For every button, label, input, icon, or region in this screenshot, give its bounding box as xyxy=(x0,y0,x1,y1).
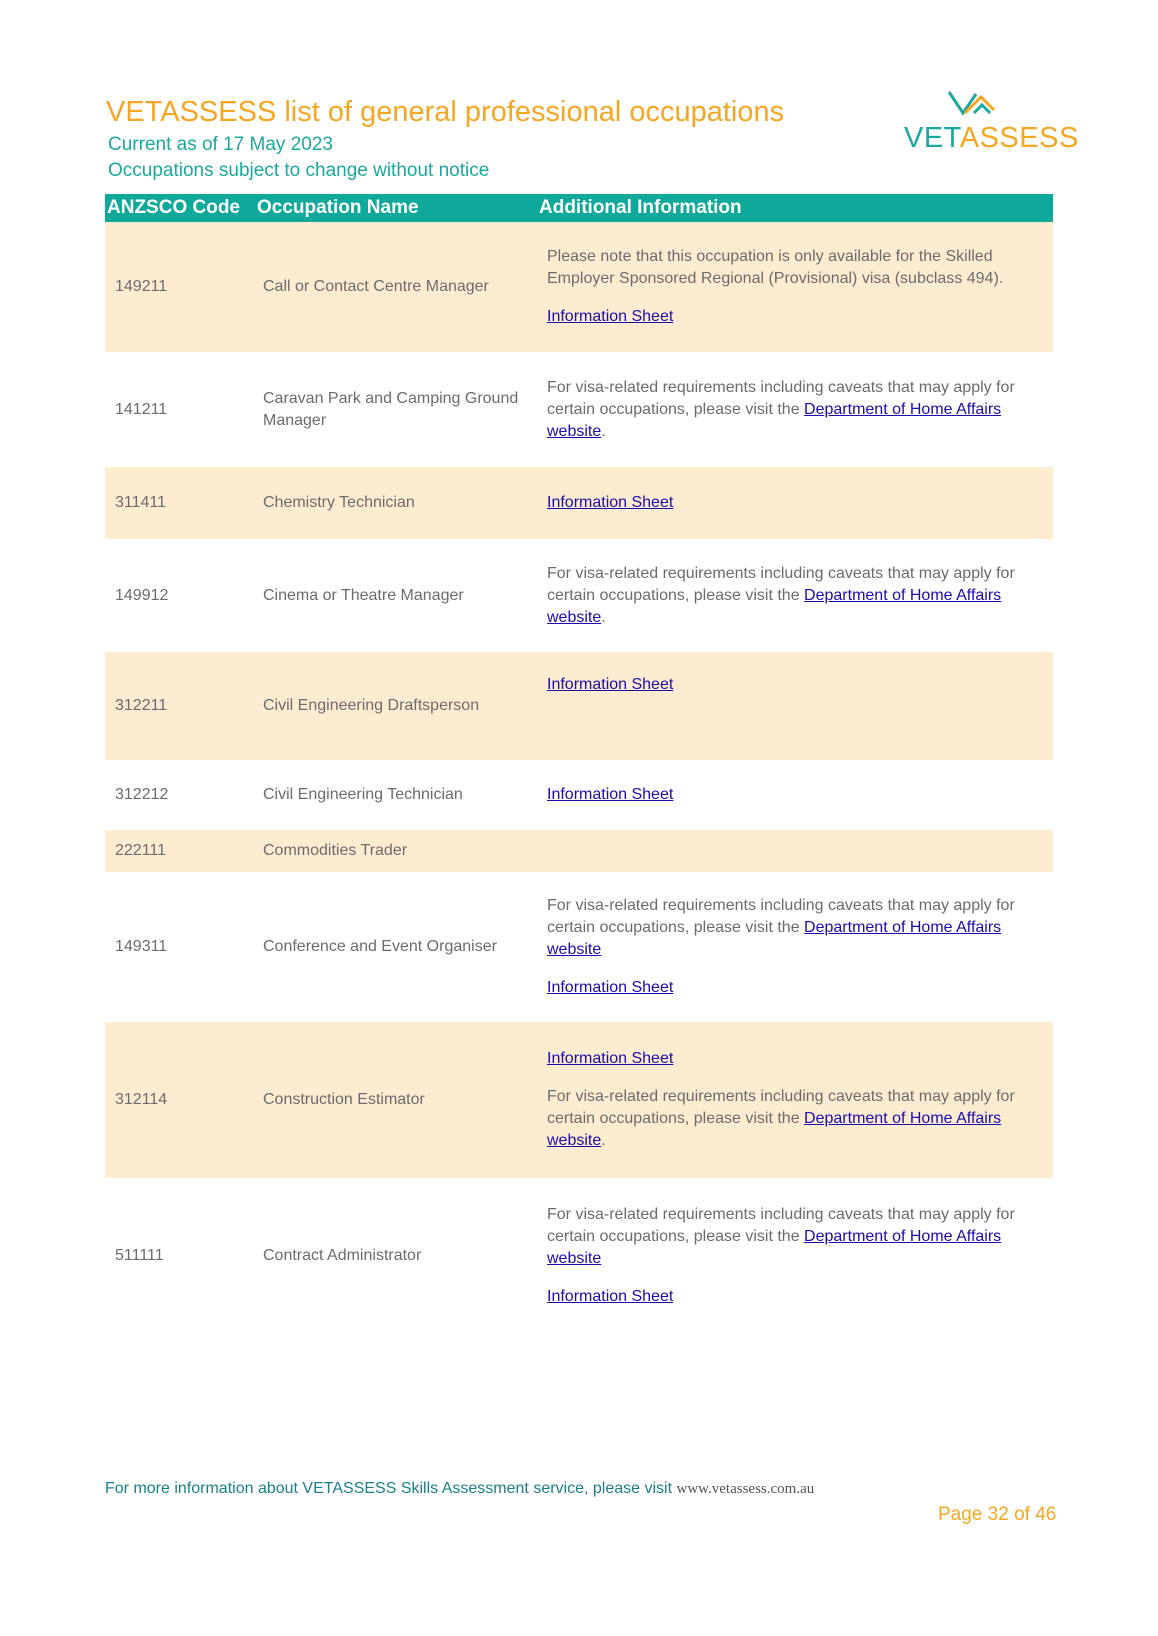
change-notice: Occupations subject to change without notice xyxy=(108,160,490,181)
additional-info: For visa-related requirements including caveats that may apply for certain occupations, please visit the Department of Home Affairs website. xyxy=(547,378,1015,440)
header-anzsco-code: ANZSCO Code xyxy=(105,194,244,222)
additional-info xyxy=(529,830,1053,872)
anzsco-code: 149311 xyxy=(115,938,168,955)
table-row xyxy=(105,1178,1053,1334)
table-row xyxy=(105,872,1053,1022)
anzsco-code: 312114 xyxy=(105,1022,244,1178)
occupation-name: Conference and Event Organiser xyxy=(263,938,497,955)
page-number: Page 32 of 46 xyxy=(938,1504,1057,1525)
information-sheet-link[interactable]: Information Sheet xyxy=(547,786,674,803)
home-affairs-link[interactable]: Department of Home Affairs website xyxy=(547,400,1002,440)
table-row xyxy=(105,539,1053,652)
visa-requirements-text: For visa-related requirements including caveats that may apply for certain occupations, please visit the xyxy=(547,378,1015,418)
visa-requirements-text: For visa-related requirements including caveats that may apply for certain occupations, please visit the xyxy=(547,564,1015,604)
footer-text: For more information about VETASSESS Skills Assessment service, please visit xyxy=(105,1480,673,1497)
anzsco-code: 141211 xyxy=(115,400,168,418)
additional-info xyxy=(529,760,1053,830)
occupation-name: Chemistry Technician xyxy=(244,467,529,539)
occupation-name: Construction Estimator xyxy=(244,1022,529,1178)
logo-wordmark: VETASSESS xyxy=(904,122,1079,154)
occupation-name: Commodities Trader xyxy=(244,830,529,872)
information-sheet-link[interactable]: Information Sheet xyxy=(547,1050,674,1067)
occupation-name: Civil Engineering Draftsperson xyxy=(244,652,529,760)
current-as-of: Current as of 17 May 2023 xyxy=(108,134,333,155)
page-header xyxy=(106,96,1079,186)
visa-494-note: Please note that this occupation is only available for the Skilled Employer Sponsored Regional (Provisional) visa (subclass 494). xyxy=(547,248,1004,287)
home-affairs-link[interactable]: Department of Home Affairs website xyxy=(547,919,1002,958)
information-sheet-link[interactable]: Information Sheet xyxy=(547,494,674,511)
anzsco-code: 312211 xyxy=(105,652,244,760)
footer-website: www.vetassess.com.au xyxy=(676,1481,815,1497)
additional-info xyxy=(529,222,1053,352)
anzsco-code: 312212 xyxy=(115,786,169,803)
occupation-name: Cinema or Theatre Manager xyxy=(263,586,464,604)
additional-info xyxy=(529,1178,1053,1334)
home-affairs-link[interactable]: Department of Home Affairs website xyxy=(547,1110,1002,1149)
table-row xyxy=(105,760,1053,830)
page-footer xyxy=(105,1480,814,1498)
table-header-row xyxy=(105,194,1053,222)
information-sheet-link[interactable]: Information Sheet xyxy=(547,308,674,325)
occupation-name: Caravan Park and Camping Ground Manager xyxy=(263,389,519,429)
anzsco-code: 149912 xyxy=(115,586,169,604)
table-row xyxy=(105,467,1053,539)
table-row xyxy=(105,352,1053,467)
occupation-name: Contract Administrator xyxy=(263,1247,422,1264)
anzsco-code: 511111 xyxy=(115,1247,164,1264)
additional-info xyxy=(529,652,1053,760)
occupations-table xyxy=(105,194,1053,1334)
visa-requirements-text: For visa-related requirements including caveats that may apply for certain occupations, please visit the xyxy=(547,1206,1015,1245)
header-additional-information: Additional Information xyxy=(529,194,1053,222)
information-sheet-link[interactable]: Information Sheet xyxy=(547,979,674,996)
table-row xyxy=(105,222,1053,352)
anzsco-code: 222111 xyxy=(105,830,244,872)
additional-info: Information Sheet For visa-related requirements including caveats that may apply for certain occupations, please visit the Department of Home Affairs website. xyxy=(529,1022,1053,1178)
vetassess-logo xyxy=(904,86,1079,166)
occupation-name: Call or Contact Centre Manager xyxy=(244,222,529,352)
information-sheet-link[interactable]: Information Sheet xyxy=(547,1288,674,1305)
table-row xyxy=(105,830,1053,872)
table-row xyxy=(105,1022,1053,1178)
table-row xyxy=(105,652,1053,760)
page-title: VETASSESS list of general professional occupations xyxy=(106,96,785,128)
additional-info: For visa-related requirements including caveats that may apply for certain occupations, please visit the Department of Home Affairs website. xyxy=(547,564,1015,626)
visa-requirements-text: For visa-related requirements including caveats that may apply for certain occupations, please visit the xyxy=(547,1088,1015,1127)
anzsco-code: 149211 xyxy=(105,222,244,352)
anzsco-code: 311411 xyxy=(105,467,244,539)
occupation-name: Civil Engineering Technician xyxy=(263,786,463,803)
logo-chevron-icon xyxy=(904,86,1060,126)
home-affairs-link[interactable]: Department of Home Affairs website xyxy=(547,1228,1002,1267)
visa-requirements-text: For visa-related requirements including caveats that may apply for certain occupations, please visit the xyxy=(547,897,1015,936)
information-sheet-link[interactable]: Information Sheet xyxy=(547,676,674,693)
additional-info xyxy=(529,467,1053,539)
additional-info xyxy=(529,872,1053,1022)
home-affairs-link[interactable]: Department of Home Affairs website xyxy=(547,586,1002,626)
header-occupation-name: Occupation Name xyxy=(244,194,529,222)
